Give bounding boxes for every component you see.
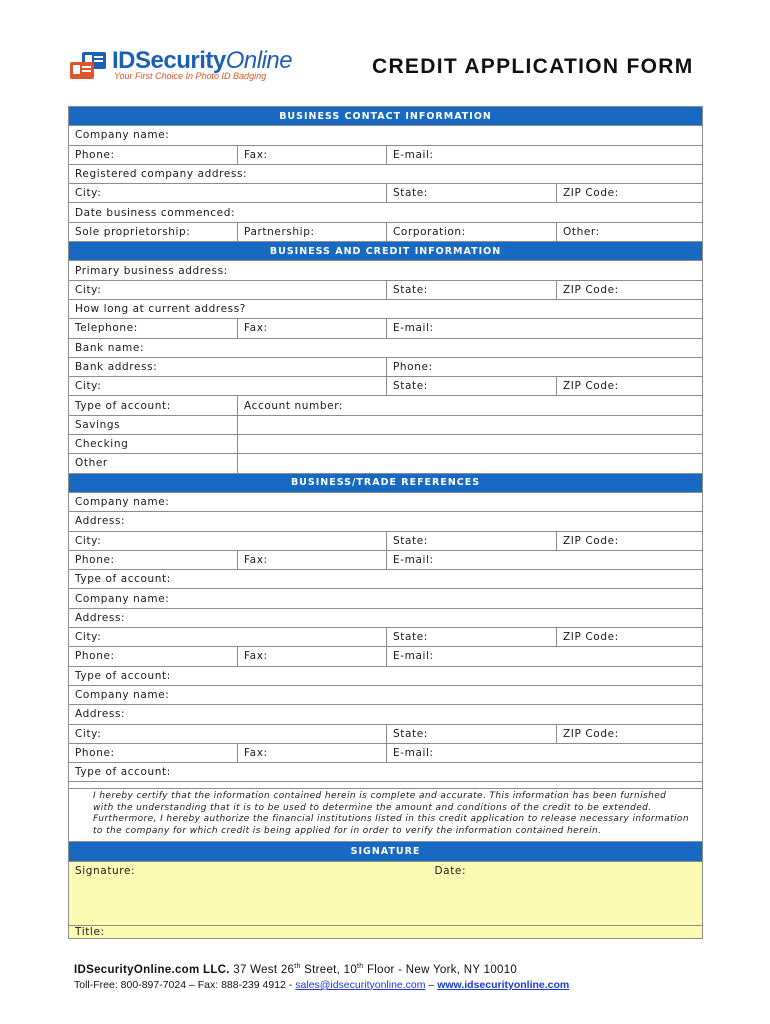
state-field[interactable]: State: bbox=[387, 184, 557, 203]
credit-application-table bbox=[68, 106, 703, 939]
bank-phone-field[interactable]: Phone: bbox=[387, 357, 703, 376]
footer-sup-2: th bbox=[357, 963, 364, 970]
footer-email-link[interactable]: sales@idsecurityonline.com bbox=[295, 978, 426, 991]
savings-account-number[interactable] bbox=[238, 415, 703, 434]
ref1-address-field[interactable]: Address: bbox=[69, 512, 703, 531]
footer-sup-1: th bbox=[294, 963, 301, 970]
zip-field[interactable]: ZIP Code: bbox=[557, 377, 703, 396]
bank-name-field[interactable]: Bank name: bbox=[69, 338, 703, 357]
ref1-type-of-account-field[interactable]: Type of account: bbox=[69, 570, 703, 589]
section-header-signature: SIGNATURE bbox=[69, 842, 703, 861]
ref1-state-field[interactable]: State: bbox=[387, 531, 557, 550]
footer-contact-line bbox=[74, 979, 569, 991]
telephone-field[interactable]: Telephone: bbox=[69, 319, 238, 338]
state-field[interactable]: State: bbox=[387, 377, 557, 396]
other-option[interactable]: Other bbox=[69, 454, 238, 473]
ref3-email-field[interactable]: E-mail: bbox=[387, 743, 703, 762]
checking-account-number[interactable] bbox=[238, 435, 703, 454]
ref2-email-field[interactable]: E-mail: bbox=[387, 647, 703, 666]
ref2-state-field[interactable]: State: bbox=[387, 628, 557, 647]
footer-phone-fax: Toll-Free: 800-897-7024 – Fax: 888-239 4912 - bbox=[74, 978, 296, 991]
date-commenced-field[interactable]: Date business commenced: bbox=[69, 203, 703, 222]
ref2-zip-field[interactable]: ZIP Code: bbox=[557, 628, 703, 647]
bank-address-field[interactable]: Bank address: bbox=[69, 357, 387, 376]
title-field[interactable]: Title: bbox=[69, 925, 703, 938]
section-header-trade-references: BUSINESS/TRADE REFERENCES bbox=[69, 473, 703, 492]
ref3-state-field[interactable]: State: bbox=[387, 724, 557, 743]
registered-address-field[interactable]: Registered company address: bbox=[69, 164, 703, 183]
sole-proprietorship-field[interactable]: Sole proprietorship: bbox=[69, 222, 238, 241]
id-badge-icon bbox=[68, 50, 110, 84]
ref3-phone-field[interactable]: Phone: bbox=[69, 743, 238, 762]
spacer-row bbox=[69, 782, 703, 789]
footer-website-link[interactable]: www.idsecurityonline.com bbox=[437, 978, 570, 991]
ref1-email-field[interactable]: E-mail: bbox=[387, 550, 703, 569]
corporation-field[interactable]: Corporation: bbox=[387, 222, 557, 241]
footer-company: IDSecurityOnline.com LLC. bbox=[74, 963, 230, 976]
footer-address-c: Floor - New York, NY 10010 bbox=[363, 963, 518, 976]
state-field[interactable]: State: bbox=[387, 280, 557, 299]
ref3-fax-field[interactable]: Fax: bbox=[238, 743, 387, 762]
fax-field[interactable]: Fax: bbox=[238, 145, 387, 164]
ref2-address-field[interactable]: Address: bbox=[69, 608, 703, 627]
footer-address-b: Street, 10 bbox=[300, 963, 358, 976]
ref2-city-field[interactable]: City: bbox=[69, 628, 387, 647]
footer-address-a: 37 West 26 bbox=[229, 963, 295, 976]
logo-online: Online bbox=[225, 47, 293, 74]
ref2-phone-field[interactable]: Phone: bbox=[69, 647, 238, 666]
date-field[interactable]: Date: bbox=[387, 861, 703, 925]
email-field[interactable]: E-mail: bbox=[387, 145, 703, 164]
type-of-account-label: Type of account: bbox=[69, 396, 238, 415]
phone-field[interactable]: Phone: bbox=[69, 145, 238, 164]
ref3-type-of-account-field[interactable]: Type of account: bbox=[69, 763, 703, 782]
form-title: CREDIT APPLICATION FORM bbox=[372, 55, 694, 78]
ref1-city-field[interactable]: City: bbox=[69, 531, 387, 550]
footer-separator: – bbox=[425, 978, 438, 991]
logo-security: Security bbox=[135, 47, 226, 74]
ref1-company-name-field[interactable]: Company name: bbox=[69, 492, 703, 511]
account-number-field[interactable]: Account number: bbox=[238, 396, 703, 415]
ref2-company-name-field[interactable]: Company name: bbox=[69, 589, 703, 608]
signature-field[interactable]: Signature: bbox=[69, 861, 387, 925]
ref1-fax-field[interactable]: Fax: bbox=[238, 550, 387, 569]
ref2-type-of-account-field[interactable]: Type of account: bbox=[69, 666, 703, 685]
zip-field[interactable]: ZIP Code: bbox=[557, 184, 703, 203]
city-field[interactable]: City: bbox=[69, 184, 387, 203]
email-field[interactable]: E-mail: bbox=[387, 319, 703, 338]
zip-field[interactable]: ZIP Code: bbox=[557, 280, 703, 299]
logo-tagline: Your First Choice In Photo ID Badging bbox=[114, 71, 267, 81]
section-header-business-credit: BUSINESS AND CREDIT INFORMATION bbox=[69, 242, 703, 261]
partnership-field[interactable]: Partnership: bbox=[238, 222, 387, 241]
fax-field[interactable]: Fax: bbox=[238, 319, 387, 338]
how-long-field[interactable]: How long at current address? bbox=[69, 299, 703, 318]
ref3-zip-field[interactable]: ZIP Code: bbox=[557, 724, 703, 743]
company-name-field[interactable]: Company name: bbox=[69, 126, 703, 145]
primary-address-field[interactable]: Primary business address: bbox=[69, 261, 703, 280]
other-account-number[interactable] bbox=[238, 454, 703, 473]
ref1-zip-field[interactable]: ZIP Code: bbox=[557, 531, 703, 550]
logo-id: ID bbox=[112, 47, 135, 74]
ref3-company-name-field[interactable]: Company name: bbox=[69, 685, 703, 704]
certification-text: I hereby certify that the information contained herein is complete and accurate. This information has been furnished with the understanding that it is to be used to determine the amount and conditions of the credit to be extended. Furthermore, I hereby authorize the financial institutions listed in this credit application to release necessary information to the company for which credit is being applied for in order to verify the information contained herein. bbox=[69, 789, 703, 842]
section-header-business-contact: BUSINESS CONTACT INFORMATION bbox=[69, 107, 703, 126]
checking-option[interactable]: Checking bbox=[69, 435, 238, 454]
ref1-phone-field[interactable]: Phone: bbox=[69, 550, 238, 569]
city-field[interactable]: City: bbox=[69, 280, 387, 299]
ref3-city-field[interactable]: City: bbox=[69, 724, 387, 743]
other-type-field[interactable]: Other: bbox=[557, 222, 703, 241]
savings-option[interactable]: Savings bbox=[69, 415, 238, 434]
ref3-address-field[interactable]: Address: bbox=[69, 705, 703, 724]
ref2-fax-field[interactable]: Fax: bbox=[238, 647, 387, 666]
footer-address-line bbox=[74, 963, 569, 976]
footer bbox=[74, 963, 569, 991]
city-field[interactable]: City: bbox=[69, 377, 387, 396]
company-logo bbox=[68, 47, 328, 86]
